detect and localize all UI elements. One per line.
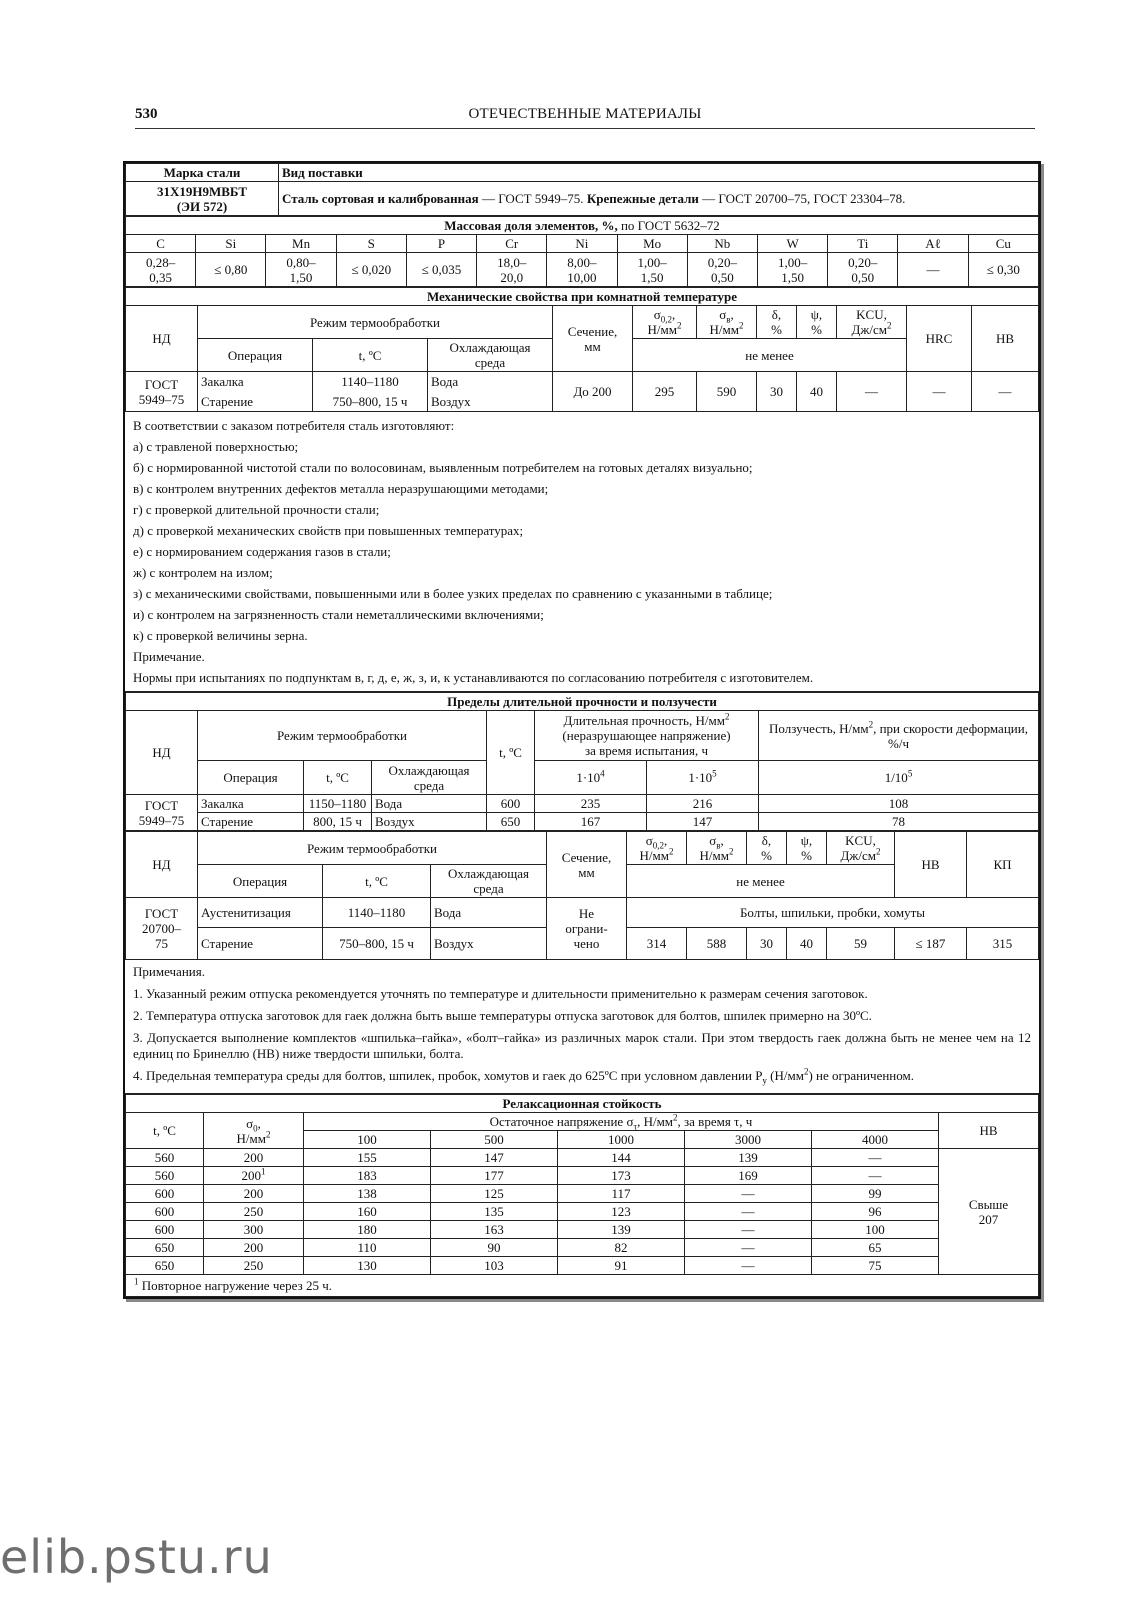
relax-value: 100 — [812, 1221, 939, 1239]
note-4: 4. Предельная температура среды для болтов, шпилек, пробок, хомутов и гаек до 625ºС при условном давлении $Р_у$ $(Н/мм^2)$ не ограниченном. — [133, 1066, 914, 1086]
relax-value: 75 — [812, 1257, 939, 1275]
fast-kcu: 59 — [827, 928, 895, 960]
element-symbol: W — [757, 235, 827, 253]
relax-value: 110 — [304, 1239, 431, 1257]
element-symbol: Cu — [968, 235, 1038, 253]
creep-b1: 216 — [647, 795, 759, 813]
relax-value: 125 — [431, 1185, 558, 1203]
fast-h-section: Сечение, мм — [547, 832, 627, 898]
material-card — [123, 161, 1041, 1299]
relax-h-t: t, ºC — [126, 1113, 204, 1149]
fast-h-sv: $\sigma_в$, $Н/мм^2$ — [687, 832, 747, 865]
mech-med1: Вода — [428, 372, 553, 392]
relax-s0: 250 — [204, 1203, 304, 1221]
relax-row — [126, 1149, 1039, 1167]
element-symbol: C — [126, 235, 196, 253]
fast-h-medium: Охлаждающая среда — [431, 865, 547, 898]
fast-h-nd: НД — [126, 832, 198, 898]
fast-h-not-less: не менее — [627, 865, 895, 898]
creep-b2: 147 — [647, 813, 759, 831]
relax-time: 3000 — [685, 1131, 812, 1149]
relax-value: 135 — [431, 1203, 558, 1221]
mech-h-nd: НД — [126, 306, 198, 372]
fast-h-psi: ψ, % — [787, 832, 827, 865]
fast-section: Не ограни- чено — [547, 898, 627, 960]
relax-value: 138 — [304, 1185, 431, 1203]
element-symbol: Ni — [547, 235, 617, 253]
relax-row — [126, 1203, 1039, 1221]
relax-value: — — [812, 1167, 939, 1185]
fast-hb: ≤ 187 — [895, 928, 967, 960]
creep-med2: Воздух — [372, 813, 487, 831]
mech-med2: Воздух — [428, 392, 553, 412]
creep-h-medium: Охлаждающая среда — [372, 761, 487, 795]
mech-h-hb: НВ — [972, 306, 1039, 372]
fast-h-t: t, ºC — [323, 865, 431, 898]
mech-h-operation: Операция — [198, 339, 313, 372]
element-symbol: Mo — [617, 235, 687, 253]
creep-title: Пределы длительной прочности и ползучести — [126, 693, 1039, 711]
relax-temp: 600 — [126, 1221, 204, 1239]
watermark: elib.pstu.ru — [0, 1530, 273, 1584]
creep-test-t2: 650 — [487, 813, 535, 831]
fast-delta: 30 — [747, 928, 787, 960]
option-item: в) с контролем внутренних дефектов металла неразрушающими методами; — [133, 481, 549, 496]
option-item: з) с механическими свойствами, повышенными или в более узких пределах по сравнению с указанными в таблице; — [133, 586, 773, 601]
element-value: ≤ 0,30 — [968, 253, 1038, 287]
relax-time: 500 — [431, 1131, 558, 1149]
fast-kp: 315 — [967, 928, 1039, 960]
mech-h-mode: Режим термообработки — [198, 306, 553, 339]
element-symbol: Mn — [266, 235, 336, 253]
fast-t1: 1140–1180 — [323, 898, 431, 928]
relax-value: 183 — [304, 1167, 431, 1185]
element-value: 0,20– 0,50 — [687, 253, 757, 287]
fast-med1: Вода — [431, 898, 547, 928]
options-note-text: Нормы при испытаниях по подпунктам в, г, д, е, ж, з, и, к устанавливаются по согласованию потребителя с изготовителем. — [133, 670, 814, 685]
relax-value: 117 — [558, 1185, 685, 1203]
creep-op2: Старение — [198, 813, 304, 831]
relax-value: 160 — [304, 1203, 431, 1221]
grade-value — [126, 182, 279, 216]
relax-value: — — [685, 1185, 812, 1203]
note-1: 1. Указанный режим отпуска рекомендуется уточнять по температуре и длительности применительно к размерам сечения заготовок. — [133, 986, 868, 1001]
relax-temp: 600 — [126, 1203, 204, 1221]
relax-value: 130 — [304, 1257, 431, 1275]
creep-h-tmode: t, ºC — [304, 761, 372, 795]
relax-value: 173 — [558, 1167, 685, 1185]
relax-value: — — [685, 1221, 812, 1239]
relax-temp: 560 — [126, 1149, 204, 1167]
element-value: 18,0– 20,0 — [477, 253, 547, 287]
relax-value: — — [812, 1149, 939, 1167]
mech-h-medium: Охлаждающая среда — [428, 339, 553, 372]
relax-time: 100 — [304, 1131, 431, 1149]
composition-title-bold: Массовая доля элементов, %, — [444, 218, 618, 233]
relax-row — [126, 1239, 1039, 1257]
page-title: ОТЕЧЕСТВЕННЫЕ МАТЕРИАЛЫ — [468, 106, 702, 122]
creep-h-op: Операция — [198, 761, 304, 795]
mech-h-sv: $\sigma_в$, $Н/мм^2$ — [697, 306, 757, 339]
relax-s0: 300 — [204, 1221, 304, 1239]
composition-values-row — [126, 253, 1039, 287]
relax-body — [126, 1149, 1039, 1275]
mech-nd: ГОСТ 5949–75 — [126, 372, 198, 412]
grade-name: 31Х19Н9МВБТ — [156, 183, 248, 199]
fast-op1: Аустенитизация — [198, 898, 323, 928]
supply-value — [279, 182, 1039, 216]
element-symbol: Si — [196, 235, 266, 253]
option-item: д) с проверкой механических свойств при повышенных температурах; — [133, 523, 524, 538]
option-item: г) с проверкой длительной прочности стали; — [133, 502, 380, 517]
element-symbol: P — [406, 235, 476, 253]
mech-table — [125, 287, 1039, 412]
option-item: а) с травленой поверхностью; — [133, 439, 299, 454]
relax-s0: 200 — [204, 1149, 304, 1167]
option-item: к) с проверкой величины зерна. — [133, 628, 308, 643]
element-symbol: S — [336, 235, 406, 253]
supply-a-rest: — ГОСТ 5949–75. — [478, 191, 587, 206]
mech-h-s02: $\sigma_{0,2}$, $Н/мм^2$ — [633, 306, 697, 339]
supply-b-rest: — ГОСТ 20700–75, ГОСТ 23304–78. — [698, 191, 906, 206]
element-value: ≤ 0,035 — [406, 253, 476, 287]
composition-header-row — [126, 235, 1039, 253]
element-value: ≤ 0,020 — [336, 253, 406, 287]
relax-h-s0: $\sigma_0$, $Н/мм^2$ — [204, 1113, 304, 1149]
element-value: 1,00– 1,50 — [617, 253, 687, 287]
relax-temp: 560 — [126, 1167, 204, 1185]
fast-s02: 314 — [627, 928, 687, 960]
relax-s0: 250 — [204, 1257, 304, 1275]
relax-value: 103 — [431, 1257, 558, 1275]
fast-sv: 588 — [687, 928, 747, 960]
relax-value: — — [685, 1203, 812, 1221]
mech-h-section: Сечение, мм — [553, 306, 633, 372]
relax-value: 123 — [558, 1203, 685, 1221]
creep-h-creep: Ползучесть, $Н/мм^2$, при скорости деформации, %/ч — [759, 711, 1039, 761]
fast-psi: 40 — [787, 928, 827, 960]
mech-op2: Старение — [198, 392, 313, 412]
mech-h-hrc: HRC — [907, 306, 972, 372]
creep-nd: ГОСТ 5949–75 — [126, 795, 198, 831]
mech-h-temp: t, ºC — [313, 339, 428, 372]
element-value: 0,20– 0,50 — [828, 253, 898, 287]
option-item: б) с нормированной чистотой стали по волосовинам, выявленным потребителем на готовых деталях визуально; — [133, 460, 753, 475]
relax-value: 82 — [558, 1239, 685, 1257]
mech-t1: 1140–1180 — [313, 372, 428, 392]
fast-h-op: Операция — [198, 865, 323, 898]
relax-value: 147 — [431, 1149, 558, 1167]
creep-a2: 167 — [535, 813, 647, 831]
fast-op2: Старение — [198, 928, 323, 960]
page-header — [135, 106, 1035, 129]
supply-a-bold: Сталь сортовая и калиброванная — [282, 191, 479, 206]
relax-temp: 600 — [126, 1185, 204, 1203]
relax-value: 155 — [304, 1149, 431, 1167]
composition-table — [125, 216, 1039, 287]
fast-parts: Болты, шпильки, пробки, хомуты — [627, 898, 1039, 928]
creep-op1: Закалка — [198, 795, 304, 813]
relax-h-residual: Остаточное напряжение $\sigma_\tau$, $Н/мм^2$, за время τ, ч — [304, 1113, 939, 1131]
mech-delta: 30 — [757, 372, 797, 412]
relax-value: 169 — [685, 1167, 812, 1185]
relax-value: 91 — [558, 1257, 685, 1275]
relax-value: 180 — [304, 1221, 431, 1239]
creep-h-t: t, ºC — [487, 711, 535, 795]
element-value: 0,80– 1,50 — [266, 253, 336, 287]
relax-value: 144 — [558, 1149, 685, 1167]
creep-h-1e4: $1\cdot 10^4$ — [535, 761, 647, 795]
fast-h-kp: КП — [967, 832, 1039, 898]
relax-time: 4000 — [812, 1131, 939, 1149]
supply-b-bold: Крепежные детали — [586, 191, 699, 206]
fast-h-mode: Режим термообработки — [198, 832, 547, 865]
options-intro: В соответствии с заказом потребителя сталь изготовляют: — [133, 418, 455, 433]
element-symbol: Ti — [828, 235, 898, 253]
relax-footnote: $^1$ Повторное нагружение через 25 ч. — [126, 1275, 1039, 1297]
creep-h-1e5: $1\cdot 10^5$ — [647, 761, 759, 795]
mech-h-delta: δ, % — [757, 306, 797, 339]
relax-temp: 650 — [126, 1257, 204, 1275]
mech-hrc: — — [907, 372, 972, 412]
relax-time: 1000 — [558, 1131, 685, 1149]
element-symbol: Nb — [687, 235, 757, 253]
creep-c1: 108 — [759, 795, 1039, 813]
mech-kcu: — — [837, 372, 907, 412]
fast-h-hb: НВ — [895, 832, 967, 898]
mech-hb: — — [972, 372, 1039, 412]
fast-med2: Воздух — [431, 928, 547, 960]
composition-title — [126, 217, 1039, 235]
relax-table — [125, 1094, 1039, 1297]
grade-table — [125, 163, 1039, 216]
relax-value: 139 — [558, 1221, 685, 1239]
fast-h-s02: $\sigma_{0,2}$, $Н/мм^2$ — [627, 832, 687, 865]
mech-psi: 40 — [797, 372, 837, 412]
option-item: и) с контролем на загрязненность стали неметаллическими включениями; — [133, 607, 544, 622]
grade-alt-name: (ЭИ 572) — [176, 198, 228, 214]
creep-med1: Вода — [372, 795, 487, 813]
creep-table — [125, 692, 1039, 831]
creep-test-t1: 600 — [487, 795, 535, 813]
element-value: — — [898, 253, 968, 287]
creep-a1: 235 — [535, 795, 647, 813]
element-value: 8,00– 10,00 — [547, 253, 617, 287]
creep-t1: 1150–1180 — [304, 795, 372, 813]
element-symbol: Cr — [477, 235, 547, 253]
order-options — [125, 412, 1039, 692]
fast-h-delta: δ, % — [747, 832, 787, 865]
relax-temp: 650 — [126, 1239, 204, 1257]
option-item: ж) с контролем на излом; — [133, 565, 273, 580]
note-2: 2. Температура отпуска заготовок для гаек должна быть выше температуры отпуска заготовок для болтов, шпилек примерно на 30ºС. — [133, 1008, 872, 1023]
fast-h-kcu: KCU, $Дж/см^2$ — [827, 832, 895, 865]
relax-value: 90 — [431, 1239, 558, 1257]
mech-title: Механические свойства при комнатной температуре — [126, 288, 1039, 306]
relax-value: 99 — [812, 1185, 939, 1203]
element-value: 1,00– 1,50 — [757, 253, 827, 287]
note-3: 3. Допускается выполнение комплектов «шпилька–гайка», «болт–гайка» из различных марок стали. При этом твердость гаек должна быть не менее чем на 12 единиц по Бринеллю (НВ) ниже твердости шпильки, болта. — [133, 1030, 1031, 1061]
mech-s02: 295 — [633, 372, 697, 412]
mech-section: До 200 — [553, 372, 633, 412]
element-value: ≤ 0,80 — [196, 253, 266, 287]
grade-label: Марка стали — [126, 164, 279, 182]
creep-c2: 78 — [759, 813, 1039, 831]
relax-s0: 200 — [204, 1185, 304, 1203]
relax-value: 139 — [685, 1149, 812, 1167]
creep-h-strength: Длительная прочность, $Н/мм^2$ (неразрушающее напряжение) за время испытания, ч — [535, 711, 759, 761]
relax-value: 96 — [812, 1203, 939, 1221]
mech-sv: 590 — [697, 372, 757, 412]
fast-nd: ГОСТ 20700– 75 — [126, 898, 198, 960]
creep-h-rate: $1/10^5$ — [759, 761, 1039, 795]
creep-t2: 800, 15 ч — [304, 813, 372, 831]
relax-value: — — [685, 1257, 812, 1275]
element-symbol: Aℓ — [898, 235, 968, 253]
relax-value: 177 — [431, 1167, 558, 1185]
creep-h-nd: НД — [126, 711, 198, 795]
relax-hb-value: Свыше 207 — [939, 1149, 1039, 1275]
mech-h-not-less: не менее — [633, 339, 907, 372]
relax-row — [126, 1167, 1039, 1185]
element-value: 0,28– 0,35 — [126, 253, 196, 287]
page-number: 530 — [135, 106, 158, 122]
relax-value: 65 — [812, 1239, 939, 1257]
fastener-table — [125, 831, 1039, 960]
relax-row — [126, 1257, 1039, 1275]
option-item: е) с нормированием содержания газов в стали; — [133, 544, 391, 559]
relax-title: Релаксационная стойкость — [126, 1095, 1039, 1113]
creep-h-mode: Режим термообработки — [198, 711, 487, 761]
relax-s0: 200 — [204, 1239, 304, 1257]
mech-op1: Закалка — [198, 372, 313, 392]
relax-s0: $200^1$ — [204, 1167, 304, 1185]
fastener-notes — [125, 960, 1039, 1094]
notes-label: Примечания. — [133, 964, 205, 979]
composition-title-rest: по ГОСТ 5632–72 — [617, 218, 720, 233]
relax-value: — — [685, 1239, 812, 1257]
options-list — [133, 436, 1031, 646]
mech-h-kcu: KCU, $Дж/см^2$ — [837, 306, 907, 339]
relax-row — [126, 1185, 1039, 1203]
relax-value: 163 — [431, 1221, 558, 1239]
mech-h-psi: ψ, % — [797, 306, 837, 339]
relax-row — [126, 1221, 1039, 1239]
supply-label: Вид поставки — [279, 164, 1039, 182]
options-note-label: Примечание. — [133, 649, 205, 664]
relax-h-hb: НВ — [939, 1113, 1039, 1149]
mech-t2: 750–800, 15 ч — [313, 392, 428, 412]
fast-t2: 750–800, 15 ч — [323, 928, 431, 960]
